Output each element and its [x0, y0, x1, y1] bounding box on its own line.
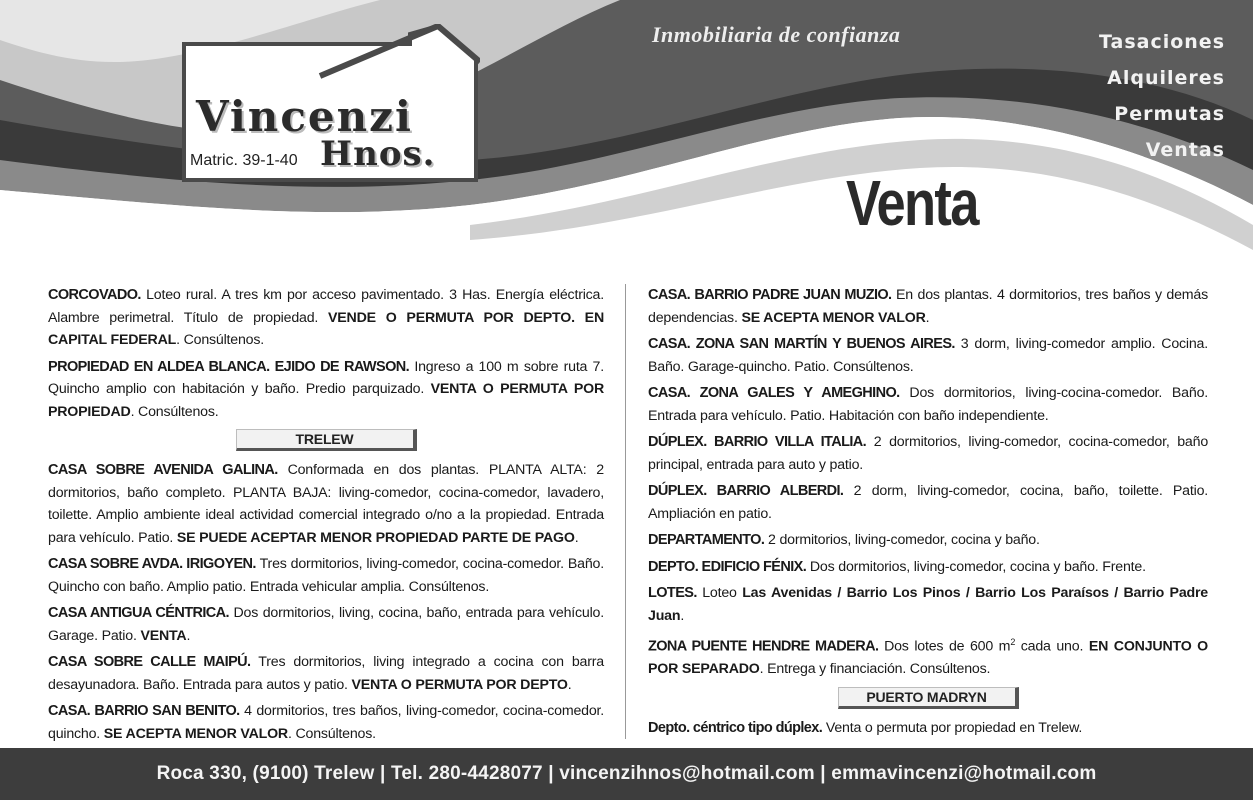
listing-heading: CASA SOBRE AVDA. IRIGOYEN.: [48, 556, 256, 572]
listing-text: Loteo: [696, 585, 743, 601]
listing-heading: LOTES.: [648, 585, 697, 601]
service-item: Alquileres: [1107, 67, 1225, 89]
listing: [648, 717, 1208, 740]
listing-text: Dos lotes de 600 m: [878, 638, 1011, 655]
tagline: Inmobiliaria de confianza: [652, 22, 901, 47]
listing: [48, 651, 604, 696]
listing-heading: CASA. ZONA GALES Y AMEGHINO.: [648, 385, 900, 401]
listing-tail: . Consúltenos.: [287, 725, 376, 742]
listing-superscript: 2: [1010, 637, 1016, 647]
listing: [648, 631, 1208, 681]
listing-text: 4 dormitorios, tres baños, living-comedor, cocina-comedor. quincho.: [48, 703, 605, 742]
listing-highlight: SE PUEDE ACEPTAR MENOR PROPIEDAD PARTE DE PAGO: [176, 529, 575, 546]
listing-highlight: Las Avenidas / Barrio Los Pinos / Barrio Los Paraísos / Barrio Padre Juan: [648, 585, 1208, 624]
logo-suffix: Hnos.: [320, 134, 436, 174]
listing-heading: ZONA PUENTE HENDRE MADERA.: [648, 638, 879, 655]
listing-heading: CASA. ZONA SAN MARTÍN Y BUENOS AIRES.: [648, 336, 955, 352]
listing: [648, 529, 1208, 552]
listing-highlight: VENTA: [140, 627, 187, 644]
listing-highlight: VENDE O PERMUTA POR DEPTO. EN CAPITAL FEDERAL: [48, 309, 604, 348]
listing-tail: . Consúltenos.: [176, 332, 265, 348]
column-divider: [625, 284, 626, 739]
listing-highlight: EN CONJUNTO O POR SEPARADO: [648, 638, 1209, 678]
listing-text: Tres dormitorios, living integrado a cocina con barra desayunadora. Baño. Entrada para autos y patio.: [48, 654, 604, 693]
listing-heading: DEPTO. EDIFICIO FÉNIX.: [648, 558, 807, 575]
listing-heading: CASA ANTIGUA CÉNTRICA.: [48, 605, 229, 621]
listing: [48, 602, 604, 647]
listing-text: Venta o permuta por propiedad en Trelew.: [822, 719, 1083, 736]
listing-tail: . Consúltenos.: [130, 403, 219, 420]
listing-text: Conformada en dos plantas. PLANTA ALTA: 2 dormitorios, baño completo. PLANTA BAJA: living-comedor, cocina-comedor, lavadero, toilette. Amplio ambiente ideal actividad comercial integrado o/no a la propiedad. Entrada para vehículo. Patio.: [48, 462, 604, 546]
listing-heading: PROPIEDAD EN ALDEA BLANCA. EJIDO DE RAWSON.: [48, 358, 410, 375]
listing-highlight: VENTA O PERMUTA POR DEPTO: [351, 676, 568, 693]
right-column: [648, 284, 1208, 743]
listing-text: cada uno.: [1015, 638, 1089, 655]
services-list: [1099, 24, 1225, 168]
contact-info: Roca 330, (9100) Trelew | Tel. 280-4428077 | vincenzihnos@hotmail.com | emmavincenzi@hotmail.com: [156, 763, 1097, 784]
listing-highlight: SE ACEPTA MENOR VALOR: [741, 309, 926, 326]
listing-heading: CASA. BARRIO PADRE JUAN MUZIO.: [648, 287, 892, 303]
listing-tail: .: [567, 676, 572, 693]
listing-heading: CASA SOBRE AVENIDA GALINA.: [48, 462, 278, 478]
listing: [48, 284, 604, 352]
listing: [48, 553, 604, 598]
listing-text: 2 dormitorios, living-comedor, cocina-comedor, baño principal, entrada para auto y patio.: [648, 434, 1209, 473]
listing-heading: DÚPLEX. BARRIO ALBERDI.: [648, 483, 844, 499]
service-item: Ventas: [1145, 139, 1225, 161]
listing: [48, 459, 604, 549]
listing-tail: .: [925, 309, 930, 326]
listing: [648, 382, 1208, 427]
listing-tail: .: [574, 529, 579, 546]
listing-heading: CASA SOBRE CALLE MAIPÚ.: [48, 654, 251, 670]
listing-text: Dos dormitorios, living, cocina, baño, entrada para vehículo. Garage. Patio.: [48, 605, 604, 644]
service-item: Tasaciones: [1098, 31, 1225, 53]
page-title: Venta: [846, 167, 978, 239]
listing: [648, 431, 1208, 476]
logo-matric: Matric. 39-1-40: [190, 152, 298, 169]
listing-heading: DÚPLEX. BARRIO VILLA ITALIA.: [648, 434, 867, 450]
listing-text: Loteo rural. A tres km por acceso pavimentado. 3 Has. Energía eléctrica. Alambre perimetral. Título de propiedad.: [48, 287, 604, 326]
listing-highlight: SE ACEPTA MENOR VALOR: [103, 725, 288, 742]
listing-tail: . Entrega y financiación. Consúltenos.: [759, 661, 991, 678]
listing-tail: .: [680, 607, 685, 624]
section-label-trelew: TRELEW: [236, 429, 417, 451]
listing-text: 2 dormitorios, living-comedor, cocina y baño.: [764, 532, 1040, 548]
contact-footer: [0, 748, 1253, 800]
listing-highlight: VENTA O PERMUTA POR PROPIEDAD: [48, 381, 604, 420]
listing: [648, 556, 1208, 579]
left-column: [48, 284, 604, 749]
company-logo: [180, 24, 480, 184]
listing: [48, 356, 604, 424]
listing-text: Dos dormitorios, living-comedor, cocina y baño. Frente.: [806, 558, 1146, 575]
listing-tail: .: [186, 627, 191, 644]
listing: [648, 284, 1208, 329]
listing: [648, 582, 1208, 627]
service-item: Permutas: [1114, 103, 1225, 125]
listing: [648, 333, 1208, 378]
listing: [48, 700, 604, 745]
listing-heading: DEPARTAMENTO.: [648, 532, 765, 548]
listing-text: Dos dormitorios, living-cocina-comedor. Baño. Entrada para vehículo. Patio. Habitación con baño independiente.: [648, 385, 1208, 424]
listing-heading: Depto. céntrico tipo dúplex.: [648, 719, 823, 736]
listing-text: 2 dorm, living-comedor, cocina, baño, toilette. Patio. Ampliación en patio.: [648, 483, 1208, 522]
listing-text: Ingreso a 100 m sobre ruta 7. Quincho amplio con habitación y baño. Predio parquizado.: [48, 358, 604, 397]
listing-heading: CASA. BARRIO SAN BENITO.: [48, 703, 240, 719]
logo-name: Vincenzi: [196, 92, 413, 141]
listing-text: En dos plantas. 4 dormitorios, tres baños y demás dependencias.: [648, 287, 1208, 326]
listing-heading: CORCOVADO.: [48, 287, 141, 303]
listing-text: Tres dormitorios, living-comedor, cocina-comedor. Baño. Quincho con baño. Amplio patio. Entrada vehicular amplia. Consúltenos.: [48, 556, 604, 595]
listing-text: 3 dorm, living-comedor amplio. Cocina. Baño. Garage-quincho. Patio. Consúltenos.: [648, 336, 1208, 375]
section-label-puerto-madryn: PUERTO MADRYN: [838, 687, 1019, 709]
listing: [648, 480, 1208, 525]
